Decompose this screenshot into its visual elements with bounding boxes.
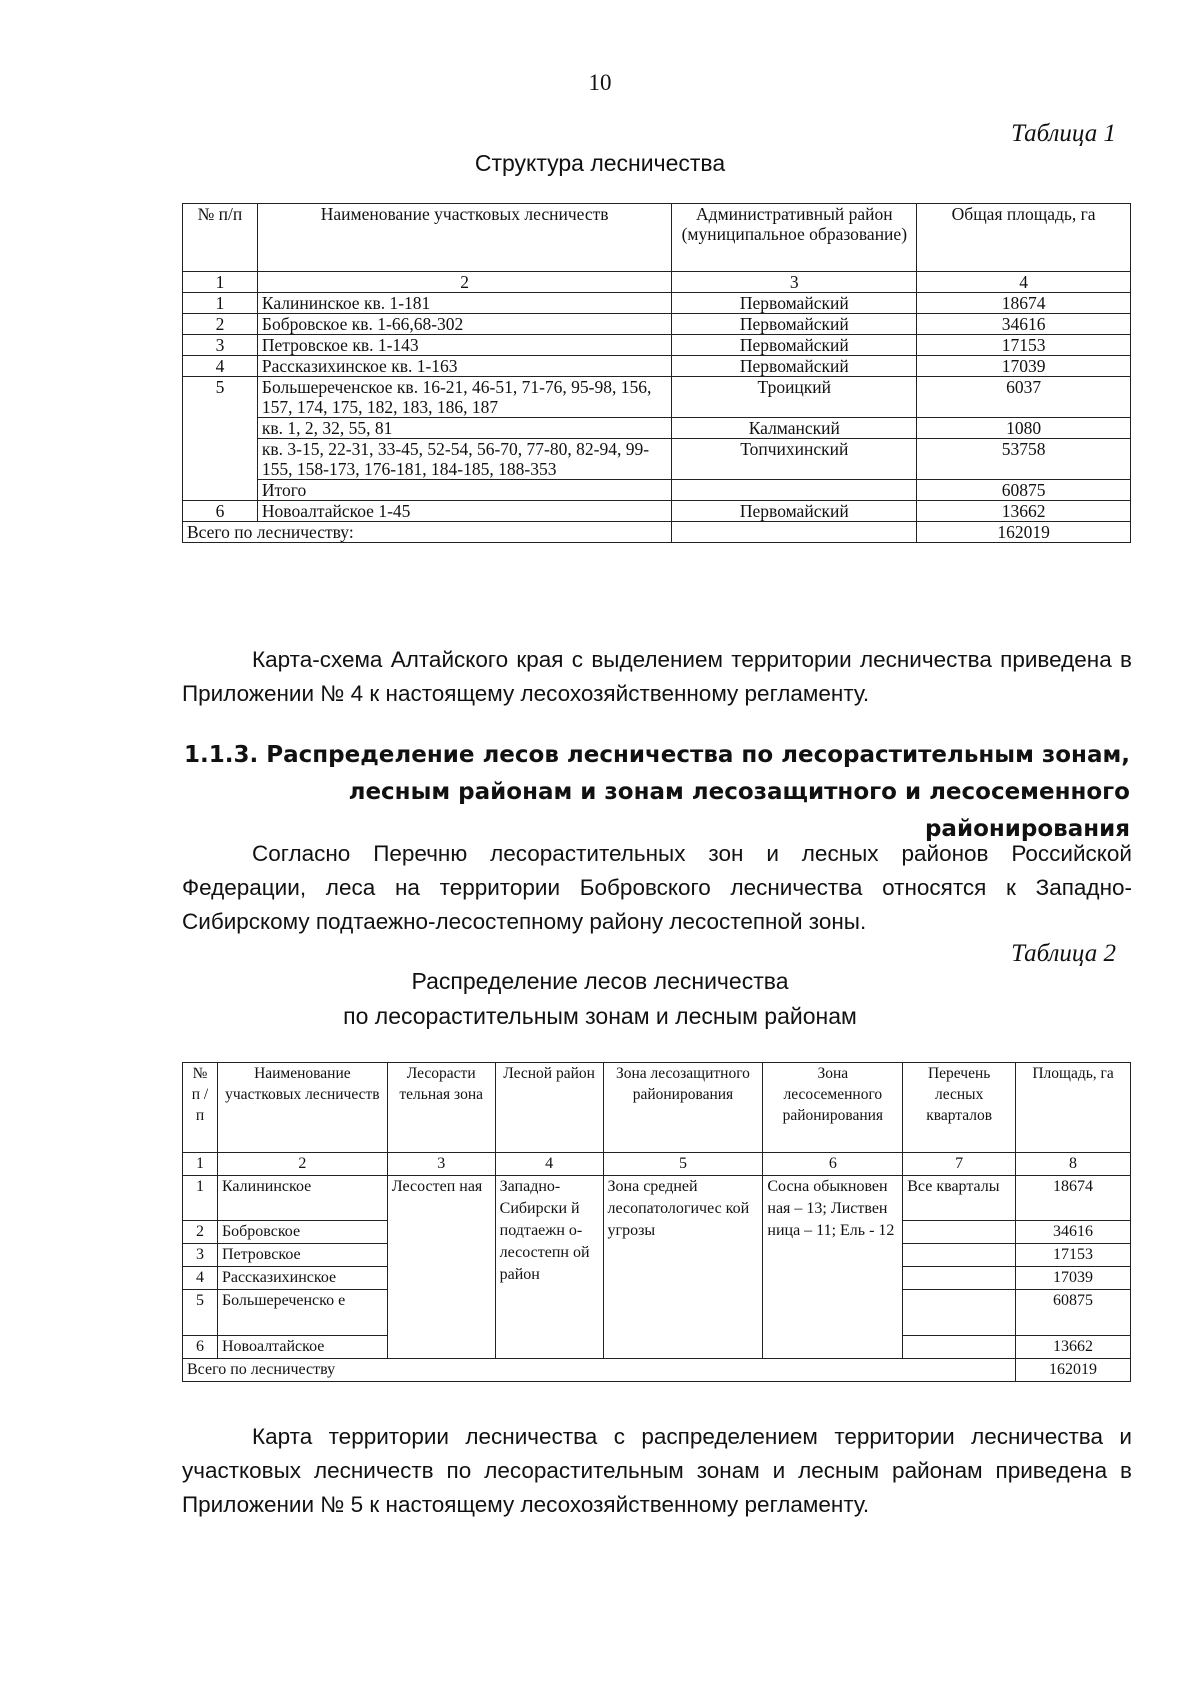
row-num: 5	[183, 377, 258, 501]
forest-zone-cell: Лесостеп ная	[387, 1176, 495, 1359]
table2-colnum: 4	[495, 1153, 603, 1176]
row-district: Топчихинский	[672, 439, 917, 480]
row-area: 18674	[917, 293, 1131, 314]
table2-header-zone: Лесорасти тельная зона	[387, 1063, 495, 1153]
table-row	[183, 501, 1131, 522]
row-num: 3	[183, 335, 258, 356]
row-district	[672, 480, 917, 501]
table1-colnum: 4	[917, 272, 1131, 293]
row-num: 2	[183, 314, 258, 335]
row-district: Первомайский	[672, 293, 917, 314]
paragraph-map-schema: Карта-схема Алтайского края с выделением территории лесничества приведена в Приложении № 4 к настоящему лесохозяйственному регламенту.	[182, 647, 1132, 706]
row-district: Троицкий	[672, 377, 917, 418]
paragraph-territory-map: Карта территории лесничества с распределением территории лесничества и участковых лесничеств по лесорастительным зонам и лесным районам приведена в Приложении № 5 к настоящему лесохозяйственному регламенту.	[182, 1424, 1132, 1517]
table2-colnum: 3	[387, 1153, 495, 1176]
table2-colnum: 1	[183, 1153, 218, 1176]
row-area: 13662	[917, 501, 1131, 522]
row-area: 53758	[917, 439, 1131, 480]
table1-header-num: № п/п	[183, 204, 258, 272]
table1-label: Таблица 1	[1011, 120, 1116, 147]
table1-total-row	[183, 522, 1131, 543]
row-num: 4	[183, 1267, 218, 1290]
forest-distribution-table	[182, 1062, 1131, 1382]
table-row	[183, 314, 1131, 335]
section-heading-line1: 1.1.3. Распределение лесов лесничества по лесорастительным зонам,	[184, 742, 1130, 768]
table-row	[183, 480, 1131, 501]
row-area: 34616	[1016, 1221, 1131, 1244]
row-name: Новоалтайское	[217, 1336, 387, 1359]
table2-colnum-row	[183, 1153, 1131, 1176]
table-row	[183, 1176, 1131, 1221]
table1-colnum: 2	[257, 272, 671, 293]
row-name: Бобровское	[217, 1221, 387, 1244]
row-num: 5	[183, 1290, 218, 1336]
row-area: 17039	[1016, 1267, 1131, 1290]
quarters-empty	[903, 1221, 1016, 1244]
row-num: 4	[183, 356, 258, 377]
page-number: 10	[588, 70, 612, 95]
row-district: Калманский	[672, 418, 917, 439]
table-row	[183, 418, 1131, 439]
row-name: Рассказихинское кв. 1-163	[257, 356, 671, 377]
row-name: Петровское кв. 1-143	[257, 335, 671, 356]
row-district: Первомайский	[672, 314, 917, 335]
paragraph-forest-zones: Согласно Перечню лесорастительных зон и лесных районов Российской Федерации, леса на территории Бобровского лесничества относятся к Западно-Сибирскому подтаежно-лесостепному району лесостепной зоны.	[182, 841, 1132, 934]
row-district: Первомайский	[672, 335, 917, 356]
row-name: Большереченское кв. 16-21, 46-51, 71-76, 95-98, 156, 157, 174, 175, 182, 183, 186, 187	[257, 377, 671, 418]
row-area: 17153	[1016, 1244, 1131, 1267]
row-name: Калининское	[217, 1176, 387, 1221]
table1-header-name: Наименование участковых лесничеств	[257, 204, 671, 272]
row-num: 1	[183, 1176, 218, 1221]
row-area: 1080	[917, 418, 1131, 439]
row-num: 6	[183, 501, 258, 522]
total-label: Всего по лесничеству	[183, 1359, 1016, 1382]
row-area: 18674	[1016, 1176, 1131, 1221]
row-area: 17153	[917, 335, 1131, 356]
section-heading-line2: лесным районам и зонам лесозащитного и лесосеменного районирования	[348, 779, 1130, 842]
quarters-empty	[903, 1290, 1016, 1336]
row-area: 17039	[917, 356, 1131, 377]
forestry-structure-table	[182, 203, 1131, 543]
table2-header-protection: Зона лесозащитного районирования	[603, 1063, 763, 1153]
table2-total-row	[183, 1359, 1131, 1382]
row-area: 60875	[1016, 1290, 1131, 1336]
table2-colnum: 7	[903, 1153, 1016, 1176]
table2-colnum: 6	[763, 1153, 903, 1176]
row-name: кв. 3-15, 22-31, 33-45, 52-54, 56-70, 77-80, 82-94, 99-155, 158-173, 176-181, 184-185, 188-353	[257, 439, 671, 480]
row-area: 6037	[917, 377, 1131, 418]
table2-header-num: № п / п	[183, 1063, 218, 1153]
table2-header-area: Площадь, га	[1016, 1063, 1131, 1153]
row-district: Первомайский	[672, 356, 917, 377]
row-name: Калининское кв. 1-181	[257, 293, 671, 314]
table2-colnum: 5	[603, 1153, 763, 1176]
table2-colnum: 8	[1016, 1153, 1131, 1176]
table1-header-row	[183, 204, 1131, 272]
total-label: Всего по лесничеству:	[183, 522, 672, 543]
table-row	[183, 377, 1131, 418]
quarters-empty	[903, 1267, 1016, 1290]
row-name: Итого	[257, 480, 671, 501]
table2-colnum: 2	[217, 1153, 387, 1176]
forest-district-cell: Западно-Сибирски й подтаежн о-лесостепн ой район	[495, 1176, 603, 1359]
row-name: Петровское	[217, 1244, 387, 1267]
row-num: 3	[183, 1244, 218, 1267]
table2-header-district: Лесной район	[495, 1063, 603, 1153]
table1-colnum: 1	[183, 272, 258, 293]
section-heading	[170, 737, 1130, 848]
quarters-empty	[903, 1244, 1016, 1267]
table-row	[183, 356, 1131, 377]
table2-header-seed: Зона лесосеменного районирования	[763, 1063, 903, 1153]
table1-header-area: Общая площадь, га	[917, 204, 1131, 272]
table2-header-quarters: Перечень лесных кварталов	[903, 1063, 1016, 1153]
row-name: кв. 1, 2, 32, 55, 81	[257, 418, 671, 439]
total-area: 162019	[1016, 1359, 1131, 1382]
total-area: 162019	[917, 522, 1131, 543]
row-num: 2	[183, 1221, 218, 1244]
table2-caption-line1: Распределение лесов лесничества	[411, 968, 789, 994]
protection-zone-cell: Зона средней лесопатологичес кой угрозы	[603, 1176, 763, 1359]
table1-colnum-row	[183, 272, 1131, 293]
table1-header-district: Административный район (муниципальное образование)	[672, 204, 917, 272]
table2-header-row	[183, 1063, 1131, 1153]
row-district: Первомайский	[672, 501, 917, 522]
table1-caption: Структура лесничества	[474, 150, 726, 176]
row-area: 60875	[917, 480, 1131, 501]
total-empty	[672, 522, 917, 543]
row-name: Рассказихинское	[217, 1267, 387, 1290]
seed-zone-cell: Сосна обыкновен ная – 13; Листвен ница – 11; Ель - 12	[763, 1176, 903, 1359]
table2-caption-line2: по лесорастительным зонам и лесным районам	[343, 1003, 857, 1029]
table1-colnum: 3	[672, 272, 917, 293]
row-num: 1	[183, 293, 258, 314]
quarters-empty	[903, 1336, 1016, 1359]
row-num: 6	[183, 1336, 218, 1359]
table-row	[183, 335, 1131, 356]
row-name: Новоалтайское 1-45	[257, 501, 671, 522]
table2-header-name: Наименование участковых лесничеств	[217, 1063, 387, 1153]
row-area: 13662	[1016, 1336, 1131, 1359]
row-name: Бобровское кв. 1-66,68-302	[257, 314, 671, 335]
table2-label: Таблица 2	[1011, 940, 1116, 967]
table-row	[183, 293, 1131, 314]
table-row	[183, 439, 1131, 480]
row-name: Большереченско е	[217, 1290, 387, 1336]
quarters-cell: Все кварталы	[903, 1176, 1016, 1221]
row-area: 34616	[917, 314, 1131, 335]
